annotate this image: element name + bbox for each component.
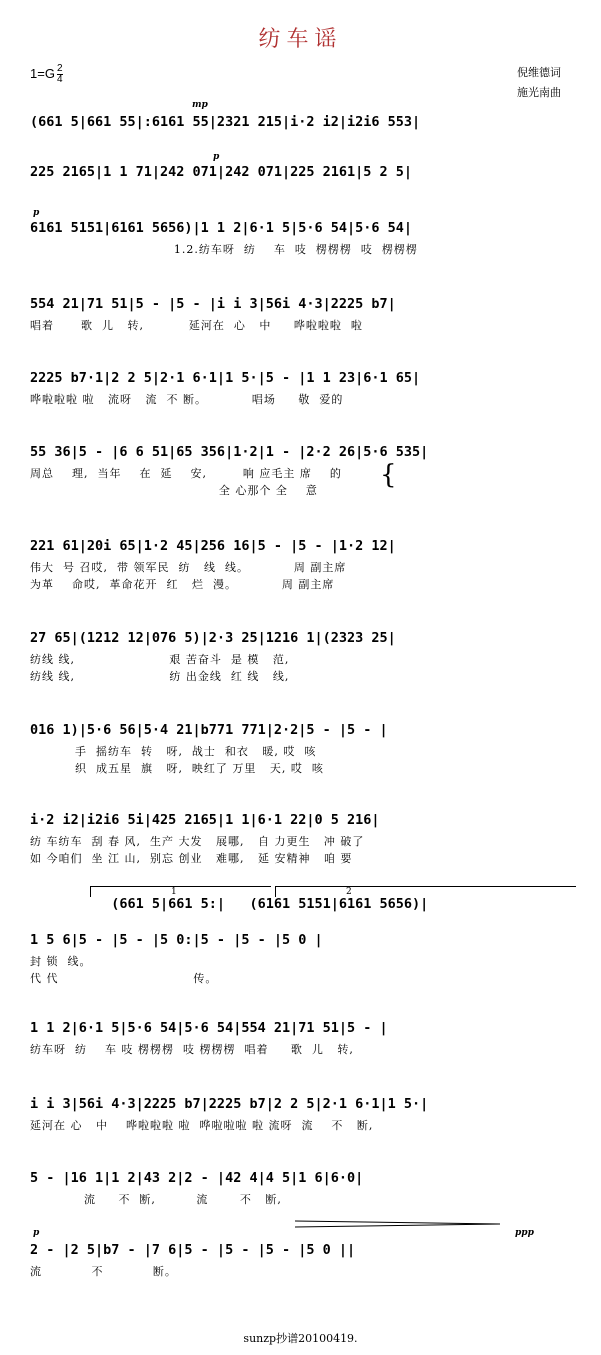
key-signature [30, 64, 63, 85]
lyric-line: 周总 理, 当年 在 延 安, 响 应毛主 席 的 [30, 467, 342, 480]
dynamic-p-2: p [33, 208, 40, 218]
volta-2-label: 2 [346, 887, 352, 897]
system-16 [30, 1238, 575, 1280]
lyric-line: 1.2.纺车呀 纺 车 吱 楞楞楞 吱 楞楞楞 [30, 243, 418, 256]
notation-line: 1 5 6|5 - |5 - |5 0:|5 - |5 - |5 0 | [30, 932, 323, 948]
dynamic-p-1: p [213, 152, 220, 162]
system-11-interlude [30, 887, 575, 917]
system-15 [30, 1166, 575, 1208]
time-signature [57, 64, 63, 85]
dynamic-mp: mp [192, 100, 208, 110]
system-2 [30, 160, 575, 185]
lyric-line: 封 锁 线。 [30, 955, 92, 968]
notation-line: 2225 b7·1|2 2 5|2·1 6·1|1 5·|5 - |1 1 23|6·1 65| [30, 370, 421, 386]
dynamic-p-3: p [33, 1228, 40, 1238]
song-title: 纺车谣 [258, 27, 343, 52]
notation-line: 6161 5151|6161 5656)|1 1 2|6·1 5|5·6 54|5·6 54| [30, 220, 413, 236]
system-6 [30, 440, 575, 499]
system-7 [30, 534, 575, 593]
lyric-line: 纺车呀 纺 车 吱 楞楞楞 吱 楞楞楞 唱着 歌 儿 转, [30, 1043, 354, 1056]
composer-credit: 施光南曲 [517, 86, 561, 99]
lyric-line: 伟大 号 召哎, 带 领军民 纺 线 线。 周 副主席 [30, 561, 347, 574]
notation-line: i·2 i2|i2i6 5i|425 2165|1 1|6·1 22|0 5 216| [30, 812, 380, 828]
lyric-line: 纺线 线, 艰 苦奋斗 是 模 范, [30, 653, 290, 666]
system-3 [30, 216, 575, 258]
system-8 [30, 626, 575, 685]
transcriber-footer: sunzp抄谱20100419. [243, 1332, 358, 1345]
system-5 [30, 366, 575, 408]
notation-line: 221 61|20i 65|1·2 45|256 16|5 - |5 - |1·2 12| [30, 538, 396, 554]
lyric-line: 延河在 心 中 哗啦啦啦 啦 哗啦啦啦 啦 流呀 流 不 断, [30, 1119, 374, 1132]
key-prefix: 1=G [30, 65, 55, 81]
verse-brace: { [380, 460, 397, 490]
time-denominator: 4 [56, 74, 63, 85]
lyric-line: 唱着 歌 儿 转, 延河在 心 中 哗啦啦啦 啦 [30, 319, 363, 332]
system-4 [30, 292, 575, 334]
system-14 [30, 1092, 575, 1134]
lyric-line: 流 不 断, 流 不 断, [30, 1193, 282, 1206]
lyric-line-2: 如 今咱们 坐 江 山, 别忘 创业 难哪, 延 安精神 咱 要 [30, 852, 353, 865]
notation-line: (661 5|661 55|:6161 55|2321 215|i·2 i2|i2i6 553| [30, 114, 421, 130]
lyricist-credit: 倪维德词 [517, 66, 561, 79]
notation-line: 27 65|(1212 12|076 5)|2·3 25|1216 1|(2323 25| [30, 630, 396, 646]
system-9 [30, 718, 575, 777]
lyric-line-2: 为革 命哎, 革命花开 红 烂 漫。 周 副主席 [30, 578, 335, 591]
system-10 [30, 808, 575, 867]
notation-line: i i 3|56i 4·3|2225 b7|2225 b7|2 2 5|2·1 6·1|1 5·| [30, 1096, 429, 1112]
lyric-line: 纺 车纺车 刮 春 风, 生产 大发 展哪, 自 力更生 冲 破了 [30, 835, 365, 848]
notation-line: (661 5|661 5:| (6161 5151|6161 5656)| [30, 896, 429, 912]
lyric-line-2: 纺线 线, 纺 出金线 红 线 线, [30, 670, 290, 683]
lyric-line-2: 织 成五星 旗 呀, 映红了 万里 天, 哎 咳 [30, 762, 324, 775]
decrescendo-hairpin [295, 1219, 500, 1229]
notation-line: 554 21|71 51|5 - |5 - |i i 3|56i 4·3|2225 b7| [30, 296, 396, 312]
system-13 [30, 1016, 575, 1058]
lyric-line: 流 不 断。 [30, 1265, 177, 1278]
lyric-line-2: 全 心那个 全 意 [30, 484, 318, 497]
lyric-line: 手 摇纺车 转 呀, 战士 和衣 暖, 哎 咳 [30, 745, 317, 758]
lyric-line: 哗啦啦啦 啦 流呀 流 不 断。 唱场 敬 爱的 [30, 393, 344, 406]
system-1 [30, 110, 575, 135]
lyric-line-2: 代 代 传。 [30, 972, 218, 985]
notation-line: 1 1 2|6·1 5|5·6 54|5·6 54|554 21|71 51|5 - | [30, 1020, 388, 1036]
dynamic-ppp: ppp [515, 1228, 534, 1238]
time-numerator: 2 [56, 63, 63, 74]
notation-line: 2 - |2 5|b7 - |7 6|5 - |5 - |5 - |5 0 || [30, 1242, 356, 1258]
volta-1-label: 1 [171, 887, 177, 897]
notation-line: 225 2165|1 1 71|242 071|242 071|225 2161|5 2 5| [30, 164, 413, 180]
notation-line: 55 36|5 - |6 6 51|65 356|1·2|1 - |2·2 26|5·6 535| [30, 444, 429, 460]
system-12 [30, 928, 575, 987]
notation-line: 5 - |16 1|1 2|43 2|2 - |42 4|4 5|1 6|6·0| [30, 1170, 364, 1186]
notation-line: 016 1)|5·6 56|5·4 21|b771 771|2·2|5 - |5 - | [30, 722, 388, 738]
